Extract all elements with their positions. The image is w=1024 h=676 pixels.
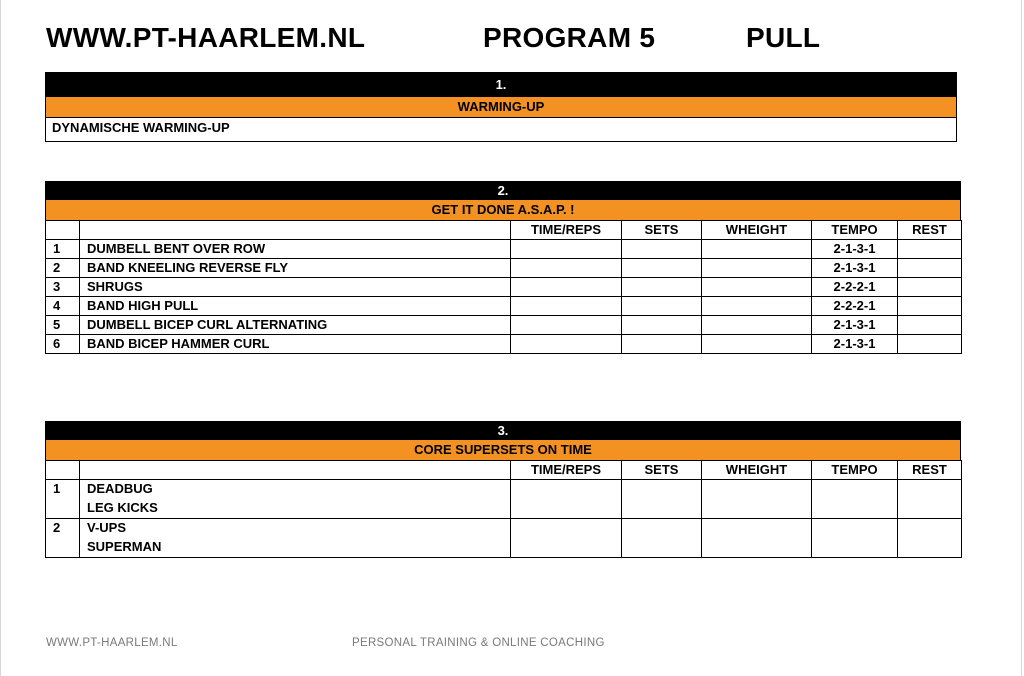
table-row bbox=[46, 297, 962, 316]
sets-cell[interactable] bbox=[622, 335, 702, 354]
header-tempo: TEMPO bbox=[812, 221, 898, 240]
workout-type: PULL bbox=[746, 22, 821, 53]
rest-cell[interactable] bbox=[898, 480, 962, 519]
exercise-name: BAND HIGH PULL bbox=[80, 297, 511, 316]
page-edge-left bbox=[0, 0, 1, 676]
header-sets: SETS bbox=[622, 461, 702, 480]
header-exercise bbox=[80, 461, 511, 480]
rest-cell[interactable] bbox=[898, 297, 962, 316]
tempo-cell: 2-1-3-1 bbox=[812, 240, 898, 259]
exercise-name: DUMBELL BENT OVER ROW bbox=[80, 240, 511, 259]
section-3-title: CORE SUPERSETS ON TIME bbox=[45, 440, 961, 460]
table-row bbox=[46, 278, 962, 297]
row-number: 1 bbox=[46, 240, 80, 259]
row-number: 3 bbox=[46, 278, 80, 297]
rest-cell[interactable] bbox=[898, 240, 962, 259]
exercise-name: BAND BICEP HAMMER CURL bbox=[80, 335, 511, 354]
row-number: 6 bbox=[46, 335, 80, 354]
tempo-cell[interactable] bbox=[812, 519, 898, 558]
weight-cell[interactable] bbox=[702, 316, 812, 335]
header-num bbox=[46, 221, 80, 240]
row-number: 4 bbox=[46, 297, 80, 316]
footer-tagline: PERSONAL TRAINING & ONLINE COACHING bbox=[352, 637, 605, 649]
site-title: WWW.PT-HAARLEM.NL bbox=[46, 22, 366, 53]
weight-cell[interactable] bbox=[702, 480, 812, 519]
tempo-cell: 2-2-2-1 bbox=[812, 297, 898, 316]
rest-cell[interactable] bbox=[898, 278, 962, 297]
exercise-name: V-UPS bbox=[87, 520, 127, 535]
header-rest: REST bbox=[898, 221, 962, 240]
weight-cell[interactable] bbox=[702, 278, 812, 297]
tempo-cell: 2-1-3-1 bbox=[812, 316, 898, 335]
header-time-reps: TIME/REPS bbox=[511, 221, 622, 240]
header-tempo: TEMPO bbox=[812, 461, 898, 480]
exercise-table bbox=[45, 220, 962, 354]
sets-cell[interactable] bbox=[622, 519, 702, 558]
superset-exercises bbox=[80, 480, 511, 519]
exercise-name: SHRUGS bbox=[80, 278, 511, 297]
header-time-reps: TIME/REPS bbox=[511, 461, 622, 480]
header-weight: WHEIGHT bbox=[702, 221, 812, 240]
exercise-name: BAND KNEELING REVERSE FLY bbox=[80, 259, 511, 278]
tempo-cell: 2-1-3-1 bbox=[812, 259, 898, 278]
weight-cell[interactable] bbox=[702, 240, 812, 259]
warmup-description: DYNAMISCHE WARMING-UP bbox=[45, 117, 957, 142]
row-number: 5 bbox=[46, 316, 80, 335]
sets-cell[interactable] bbox=[622, 259, 702, 278]
tempo-cell: 2-1-3-1 bbox=[812, 335, 898, 354]
section-3-number: 3. bbox=[45, 421, 961, 440]
table-row bbox=[46, 480, 962, 519]
table-header-row bbox=[46, 461, 962, 480]
table-row bbox=[46, 259, 962, 278]
table-row bbox=[46, 316, 962, 335]
row-number: 1 bbox=[46, 480, 80, 519]
program-title: PROGRAM 5 bbox=[483, 22, 656, 53]
core-superset-table bbox=[45, 460, 962, 558]
sets-cell[interactable] bbox=[622, 297, 702, 316]
time-reps-cell[interactable] bbox=[511, 316, 622, 335]
exercise-name: DEADBUG bbox=[87, 481, 153, 496]
time-reps-cell[interactable] bbox=[511, 297, 622, 316]
weight-cell[interactable] bbox=[702, 519, 812, 558]
rest-cell[interactable] bbox=[898, 316, 962, 335]
header-weight: WHEIGHT bbox=[702, 461, 812, 480]
page-edge-right bbox=[1021, 0, 1022, 676]
header-num bbox=[46, 461, 80, 480]
weight-cell[interactable] bbox=[702, 297, 812, 316]
section-2-number: 2. bbox=[45, 181, 961, 200]
table-header-row bbox=[46, 221, 962, 240]
time-reps-cell[interactable] bbox=[511, 259, 622, 278]
time-reps-cell[interactable] bbox=[511, 335, 622, 354]
weight-cell[interactable] bbox=[702, 335, 812, 354]
time-reps-cell[interactable] bbox=[511, 480, 622, 519]
time-reps-cell[interactable] bbox=[511, 240, 622, 259]
header-sets: SETS bbox=[622, 221, 702, 240]
superset-exercises bbox=[80, 519, 511, 558]
rest-cell[interactable] bbox=[898, 259, 962, 278]
table-row bbox=[46, 335, 962, 354]
header-rest: REST bbox=[898, 461, 962, 480]
table-row bbox=[46, 519, 962, 558]
row-number: 2 bbox=[46, 259, 80, 278]
sets-cell[interactable] bbox=[622, 316, 702, 335]
sets-cell[interactable] bbox=[622, 480, 702, 519]
sets-cell[interactable] bbox=[622, 278, 702, 297]
tempo-cell: 2-2-2-1 bbox=[812, 278, 898, 297]
header-exercise bbox=[80, 221, 511, 240]
exercise-name: LEG KICKS bbox=[87, 500, 158, 515]
exercise-name: DUMBELL BICEP CURL ALTERNATING bbox=[80, 316, 511, 335]
footer-site: WWW.PT-HAARLEM.NL bbox=[46, 637, 178, 649]
exercise-name: SUPERMAN bbox=[87, 539, 162, 554]
section-2-title: GET IT DONE A.S.A.P. ! bbox=[45, 200, 961, 220]
time-reps-cell[interactable] bbox=[511, 278, 622, 297]
rest-cell[interactable] bbox=[898, 335, 962, 354]
row-number: 2 bbox=[46, 519, 80, 558]
weight-cell[interactable] bbox=[702, 259, 812, 278]
section-1-number: 1. bbox=[45, 72, 957, 97]
table-row bbox=[46, 240, 962, 259]
rest-cell[interactable] bbox=[898, 519, 962, 558]
time-reps-cell[interactable] bbox=[511, 519, 622, 558]
section-1-title: WARMING-UP bbox=[45, 97, 957, 117]
sets-cell[interactable] bbox=[622, 240, 702, 259]
tempo-cell[interactable] bbox=[812, 480, 898, 519]
